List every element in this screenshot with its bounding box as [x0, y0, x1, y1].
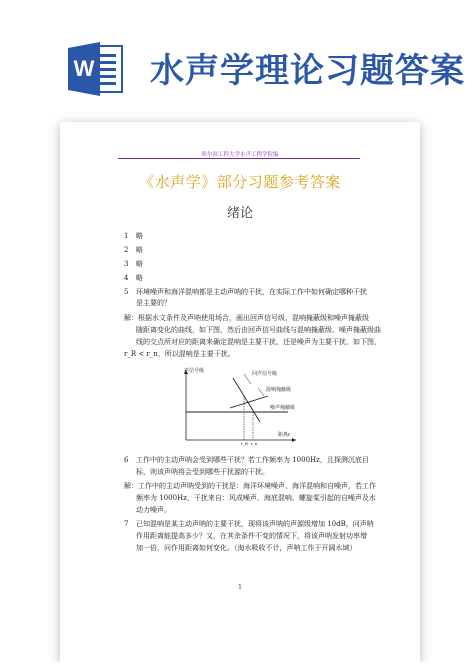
question-6 — [124, 456, 369, 465]
question-number: 4 — [124, 274, 129, 282]
question-text: 已知混响是某主动声呐的主要干扰，现将该声呐的声源级增加 10dB，问声呐 — [136, 520, 374, 528]
tick-rR: r_R — [241, 441, 248, 446]
question-2 — [124, 246, 143, 255]
question-1 — [124, 232, 143, 241]
y-axis-label: 声信号级 — [184, 368, 205, 374]
question-5 — [124, 288, 367, 297]
noise-label: 噪声掩蔽级 — [270, 405, 296, 411]
question-5-cont: 是主要的？ — [136, 299, 171, 307]
answer-6-line-2: 频率为 1000Hz，干扰来自：风成噪声、海底混响、螺旋桨引起的自噪声及水 — [136, 494, 376, 502]
question-number: 5 — [124, 288, 129, 296]
document-title: 《水声学》部分习题参考答案 — [139, 173, 341, 191]
reverb-label: 混响掩蔽级 — [266, 387, 292, 393]
x-axis-label: 距离r — [278, 432, 291, 438]
question-3 — [124, 260, 143, 269]
answer-text: 略 — [136, 246, 143, 254]
word-document-icon — [66, 40, 126, 98]
reverb-leader — [258, 388, 264, 396]
question-text: 环境噪声和海洋混响都是主动声呐的干扰，在实际工作中如何确定哪种干扰 — [136, 288, 367, 296]
reverb-curve — [230, 396, 268, 408]
banner — [0, 0, 474, 118]
question-text: 工作中的主动声呐会受到哪些干扰？若工作频率为 1000Hz，且探测沉底目 — [136, 456, 369, 464]
answer-text: 略 — [136, 232, 143, 240]
answer-5-line-2: 随距离变化的曲线，如下图，然后由回声信号曲线与混响掩蔽级、噪声掩蔽级曲 — [136, 326, 381, 334]
banner-title: 水声学理论习题答案 — [150, 51, 465, 91]
answer-6-line-3: 动力噪声。 — [136, 506, 171, 514]
x-axis-arrow — [292, 438, 296, 442]
answer-6-line-1: 解：工作中的主动声呐受到的干扰是：海洋环境噪声、海洋混响和自噪声，若工作 — [124, 482, 376, 490]
answer-5-line-4: r_R < r_n，所以混响是主要干扰。 — [124, 350, 235, 358]
answer-text: 略 — [136, 274, 143, 282]
tick-rn: r_n — [251, 441, 258, 446]
echo-label: 回声信号级 — [252, 371, 278, 377]
signal-level-diagram — [178, 366, 298, 446]
question-7-cont-1: 作用距离能提高多少？又，在其余条件不变的情况下，将该声呐发射功率增 — [136, 532, 367, 540]
question-number: 3 — [124, 260, 129, 268]
question-number: 2 — [124, 246, 129, 254]
question-7 — [124, 520, 374, 529]
answer-5-line-3: 线的交点所对应的距离来确定混响是主要干扰，还是噪声为主要干扰，如下图， — [136, 338, 381, 346]
bottom-strip — [0, 662, 474, 669]
section-title: 绪论 — [226, 206, 253, 221]
answer-text: 略 — [136, 260, 143, 268]
question-number: 7 — [124, 520, 129, 528]
page-number: 1 — [238, 584, 242, 591]
question-4 — [124, 274, 143, 283]
document-page — [60, 122, 420, 662]
question-number: 6 — [124, 456, 129, 464]
question-7-cont-2: 加一倍，问作用距离如何变化。（海水吸收不计，声呐工作于开阔水域） — [136, 544, 357, 552]
question-number: 1 — [124, 232, 129, 240]
question-6-cont: 标，则该声呐将会受到哪些干扰源的干扰。 — [136, 468, 269, 476]
header-rule — [118, 158, 360, 159]
document-header: 哈尔滨工程大学水声工程学院编 — [201, 152, 279, 158]
echo-leader — [244, 374, 251, 384]
answer-5-line-1: 解：根据水文条件及声呐使用场合，画出回声信号级、混响掩蔽级和噪声掩蔽级 — [124, 314, 369, 322]
logo-letter: W — [73, 56, 95, 81]
